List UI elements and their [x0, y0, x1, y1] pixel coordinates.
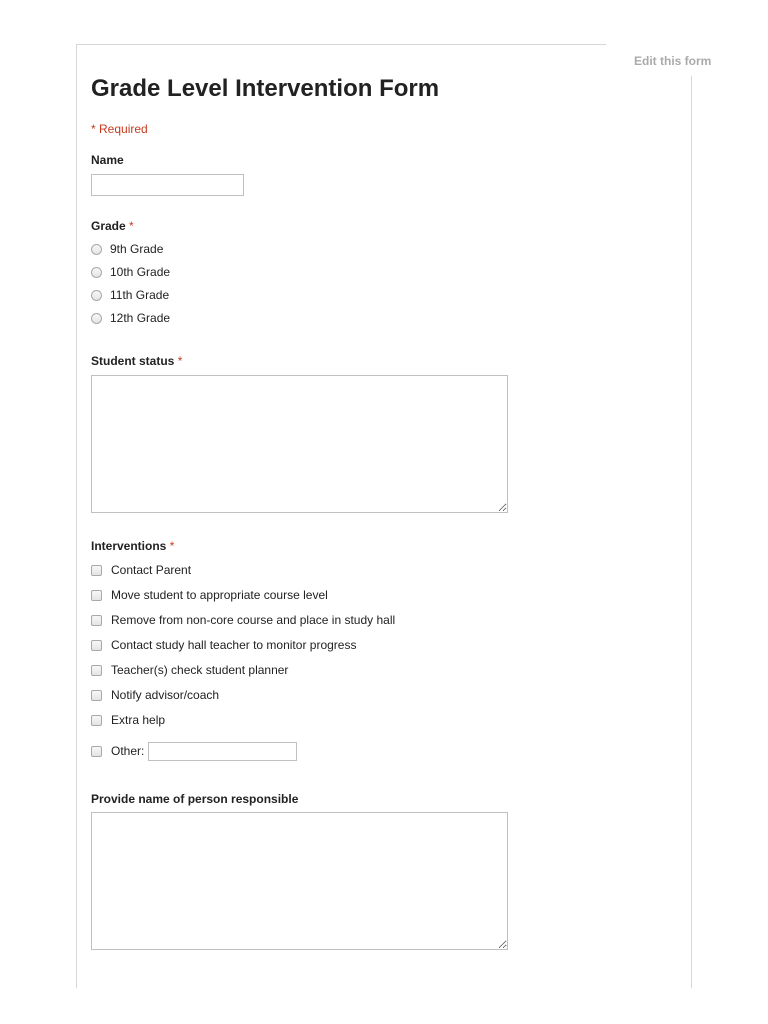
- grade-option-label: 11th Grade: [110, 288, 170, 302]
- checkbox[interactable]: [91, 615, 102, 626]
- checkbox[interactable]: [91, 746, 102, 757]
- grade-label: [91, 218, 591, 234]
- interventions-label: [91, 538, 591, 554]
- grade-options: [91, 241, 591, 326]
- radio-button[interactable]: [91, 290, 102, 301]
- checkbox[interactable]: [91, 590, 102, 601]
- intervention-option-label: Move student to appropriate course level: [111, 588, 328, 602]
- required-asterisk: *: [177, 354, 183, 368]
- grade-label-text: Grade: [91, 219, 126, 233]
- radio-button[interactable]: [91, 313, 102, 324]
- name-question: [91, 152, 591, 196]
- checkbox[interactable]: [91, 715, 102, 726]
- grade-option-label: 9th Grade: [110, 242, 164, 256]
- grade-option-label: 10th Grade: [110, 265, 171, 279]
- name-input[interactable]: [91, 174, 244, 196]
- radio-button[interactable]: [91, 244, 102, 255]
- checkbox[interactable]: [91, 690, 102, 701]
- interventions-question: [91, 538, 591, 762]
- intervention-option[interactable]: [91, 662, 591, 678]
- intervention-option-label: Extra help: [111, 713, 166, 727]
- grade-question: [91, 218, 591, 326]
- form-frame-top-border: [76, 44, 606, 45]
- responsible-label: Provide name of person responsible: [91, 792, 299, 806]
- intervention-option[interactable]: [91, 637, 591, 653]
- intervention-option-other[interactable]: [91, 740, 591, 762]
- student-status-textarea[interactable]: [91, 375, 508, 513]
- student-status-question: [91, 353, 591, 513]
- intervention-option-label: Contact study hall teacher to monitor progress: [111, 638, 357, 652]
- grade-option[interactable]: [91, 310, 591, 326]
- grade-option-label: 12th Grade: [110, 311, 171, 325]
- required-asterisk: *: [129, 219, 134, 233]
- intervention-option[interactable]: [91, 687, 591, 703]
- intervention-option[interactable]: [91, 562, 591, 578]
- student-status-label: [91, 353, 591, 369]
- intervention-option[interactable]: [91, 712, 591, 728]
- intervention-option-label: Notify advisor/coach: [111, 688, 220, 702]
- edit-this-form-link[interactable]: Edit this form: [634, 54, 712, 68]
- checkbox[interactable]: [91, 565, 102, 576]
- required-asterisk: *: [169, 539, 175, 553]
- radio-button[interactable]: [91, 267, 102, 278]
- intervention-option[interactable]: [91, 587, 591, 603]
- form-container: [91, 74, 591, 950]
- grade-option[interactable]: [91, 287, 591, 303]
- intervention-option[interactable]: [91, 612, 591, 628]
- required-note: * Required: [91, 122, 148, 136]
- other-option-label: Other:: [111, 744, 145, 758]
- grade-option[interactable]: [91, 264, 591, 280]
- checkbox[interactable]: [91, 640, 102, 651]
- name-label: Name: [91, 153, 124, 167]
- intervention-option-label: Teacher(s) check student planner: [111, 663, 289, 677]
- student-status-label-text: Student status: [91, 354, 175, 368]
- intervention-option-label: Contact Parent: [111, 563, 192, 577]
- form-frame-right-border: [691, 76, 692, 988]
- responsible-textarea[interactable]: [91, 812, 508, 950]
- grade-option[interactable]: [91, 241, 591, 257]
- form-title: Grade Level Intervention Form: [91, 75, 440, 102]
- other-text-input[interactable]: [148, 742, 297, 761]
- interventions-options: [91, 562, 591, 762]
- intervention-option-label: Remove from non-core course and place in study hall: [111, 613, 396, 627]
- checkbox[interactable]: [91, 665, 102, 676]
- responsible-question: [91, 791, 591, 950]
- interventions-label-text: Interventions: [91, 539, 167, 553]
- form-frame-left-border: [76, 44, 77, 988]
